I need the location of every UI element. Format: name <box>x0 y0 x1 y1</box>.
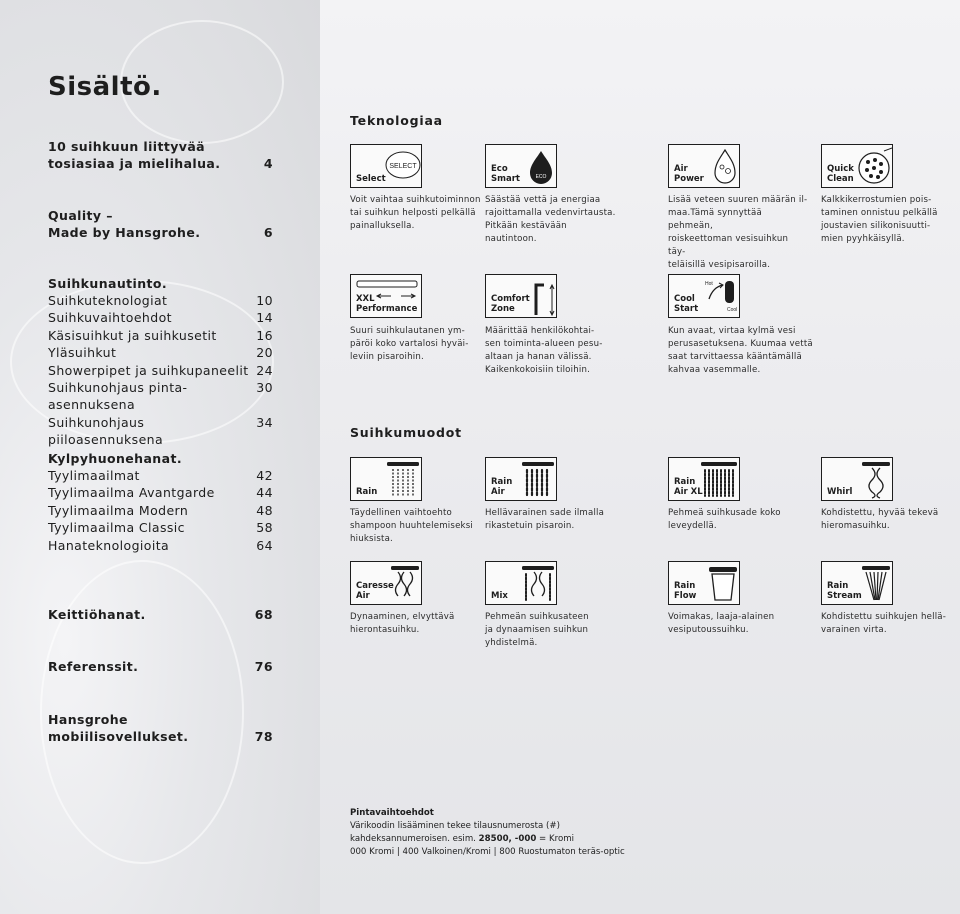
toc-page: 24 <box>256 362 273 378</box>
toc-entry[interactable] <box>48 414 273 449</box>
toc-label: Suihkunohjaus pinta-asennuksena <box>48 380 188 413</box>
toc-entry-apps[interactable] <box>48 711 273 746</box>
finish-note-line: kahdeksannumeroisen. esim. 28500, -000 = Kromi <box>350 834 574 844</box>
toc-label: Käsisuihkut ja suihkusetit <box>48 327 217 343</box>
page-title: Sisältö. <box>48 72 162 102</box>
tech-desc-quick-clean: Kalkkikerrostumien pois- taminen onnistuu pelkällä joustavien silikonisuutti- mien pyyhkäisyllä. <box>821 195 938 244</box>
spray-card-rain: Rain <box>350 457 422 501</box>
toc-page: 76 <box>254 659 273 674</box>
toc-page: 30 <box>256 380 273 396</box>
spray-card-caresse-air: Caresse Air <box>350 561 422 605</box>
finish-note-line: Värikoodin lisääminen tekee tilausnumerosta (#) <box>350 821 560 831</box>
toc-page: 64 <box>256 537 273 553</box>
spray-desc-rain-air: Hellävarainen sade ilmalla rikastetuin pisaroin. <box>485 508 605 531</box>
toc-label: Tyylimaailma Modern <box>48 502 189 518</box>
toc-label: Suihkuteknologiat <box>48 293 168 308</box>
toc-label: Suihkunohjaus piiloasennuksena <box>48 414 164 448</box>
toc-label: Tyylimaailmat <box>48 468 140 483</box>
toc-entry-references[interactable] <box>48 658 273 675</box>
toc-label: Hansgrohe <box>48 712 128 727</box>
toc-page: 14 <box>256 310 273 326</box>
spray-card-rain-stream: Rain Stream <box>821 561 893 605</box>
tech-desc-xxl-performance: Suuri suihkulautanen ym- päröi koko vartalosi hyväi- leviin pisaroihin. <box>350 326 469 362</box>
finish-note-line: 000 Kromi | 400 Valkoinen/Kromi | 800 Ruostumaton teräs-optic <box>350 847 625 857</box>
toc-page: 16 <box>256 327 273 343</box>
toc-page: 4 <box>263 156 273 172</box>
finish-options-note <box>350 807 625 859</box>
spray-desc-whirl: Kohdistettu, hyvää tekevä hieromasuihku. <box>821 508 939 531</box>
toc-page: 68 <box>254 607 273 622</box>
finish-note-title: Pintavaihtoehdot <box>350 808 434 818</box>
toc-page: 20 <box>256 345 273 361</box>
section-title-technologies: Teknologiaa <box>350 113 443 128</box>
toc-label: Hanateknologioita <box>48 537 170 553</box>
tech-desc-select: Voit vaihtaa suihkutoiminnon tai suihkun helposti pelkällä painalluksella. <box>350 195 481 231</box>
toc-label: Keittiöhanat. <box>48 607 146 622</box>
toc-entry[interactable] <box>48 519 273 536</box>
spray-desc-caresse-air: Dynaaminen, elvyttävä hierontasuihku. <box>350 612 455 635</box>
tech-card-air-power: Air Power <box>668 144 740 188</box>
spray-card-rain-air: Rain Air <box>485 457 557 501</box>
toc-label: 10 suihkuun liittyvää <box>48 139 206 154</box>
tech-desc-cool-start: Kun avaat, virtaa kylmä vesi perusasetuksena. Kuumaa vettä saat tarvittaessa kääntämällä kahvaa vasemmalle. <box>668 326 813 375</box>
toc-section-bathroom <box>48 450 273 554</box>
spray-desc-rain-flow: Voimakas, laaja-alainen vesiputoussuihku. <box>668 612 775 635</box>
toc-entry[interactable] <box>48 537 273 554</box>
toc-entry[interactable] <box>48 467 273 484</box>
tech-card-xxl-performance: XXL Performance <box>350 274 422 318</box>
toc-label: Suihkuvaihtoehdot <box>48 310 172 326</box>
spray-desc-rain-stream: Kohdistettu suihkujen hellä- varainen virta. <box>821 612 947 635</box>
toc-entry[interactable] <box>48 309 273 326</box>
tech-desc-air-power: Lisää veteen suuren määrän il- maa.Tämä synnyttää pehmeän, roiskeettoman vesisuihkun täy- teläisillä vesipisaroilla. <box>668 195 808 270</box>
spray-card-rain-flow: Rain Flow <box>668 561 740 605</box>
toc-section-showers <box>48 275 273 449</box>
toc-section-heading: Kylpyhuonehanat. <box>48 451 182 466</box>
hot-label: Hot <box>705 281 713 287</box>
tech-label: Select <box>356 173 386 184</box>
toc-label: Made by Hansgrohe. <box>48 225 201 241</box>
cool-label: Cool <box>727 307 738 313</box>
section-title-spray-modes: Suihkumuodot <box>350 425 462 440</box>
spray-card-whirl: Whirl <box>821 457 893 501</box>
tech-card-cool-start: Hot Cool Cool Start <box>668 274 740 318</box>
toc-label: Referenssit. <box>48 659 139 674</box>
svg-text:SELECT: SELECT <box>389 163 417 170</box>
tech-card-comfort-zone: Comfort Zone <box>485 274 557 318</box>
toc-entry-intro[interactable] <box>48 138 273 173</box>
toc-label: Tyylimaailma Classic <box>48 520 185 536</box>
toc-entry-kitchen[interactable] <box>48 606 273 623</box>
tech-card-quick-clean: Quick Clean <box>821 144 893 188</box>
toc-entry[interactable] <box>48 344 273 361</box>
spray-card-rain-air-xl: Rain Air XL <box>668 457 740 501</box>
toc-label: mobiilisovellukset. <box>48 729 189 745</box>
toc-entry[interactable] <box>48 292 273 309</box>
toc-page: 10 <box>256 293 273 308</box>
toc-section-heading: Suihkunautinto. <box>48 276 168 291</box>
spray-desc-mix: Pehmeän suihkusateen ja dynaamisen suihkun yhdistelmä. <box>485 612 589 648</box>
toc-entry[interactable] <box>48 379 273 414</box>
toc-label: Quality – <box>48 208 113 223</box>
toc-page: 78 <box>254 729 273 745</box>
svg-text:ECO: ECO <box>535 174 547 180</box>
toc-label: tosiasiaa ja mielihalua. <box>48 156 221 172</box>
toc-page: 44 <box>256 485 273 501</box>
spray-desc-rain-air-xl: Pehmeä suihkusade koko leveydellä. <box>668 508 781 531</box>
toc-entry[interactable] <box>48 502 273 519</box>
spray-card-mix: Mix <box>485 561 557 605</box>
toc-page: 34 <box>256 414 273 430</box>
toc-entry[interactable] <box>48 484 273 501</box>
toc-entry-quality[interactable] <box>48 207 273 242</box>
toc-page: 6 <box>263 225 273 241</box>
toc-page: 48 <box>256 502 273 518</box>
tech-card-eco-smart: ECO Eco Smart <box>485 144 557 188</box>
tech-desc-eco-smart: Säästää vettä ja energiaa rajoittamalla vedenvirtausta. Pitkään kestävään nautintoon. <box>485 195 616 244</box>
spray-desc-rain: Täydellinen vaihtoehto shampoon huuhtelemiseksi hiuksista. <box>350 508 473 544</box>
tech-desc-comfort-zone: Määrittää henkilökohtai- sen toiminta-alueen pesu- altaan ja hanan välissä. Kaikenkokoisiin tiloihin. <box>485 326 603 375</box>
tech-card-select <box>350 144 422 188</box>
toc-label: Tyylimaailma Avantgarde <box>48 485 215 501</box>
toc-entry[interactable] <box>48 362 273 379</box>
toc-label: Showerpipet ja suihkupaneelit <box>48 362 249 378</box>
toc-entry[interactable] <box>48 327 273 344</box>
toc-page: 58 <box>256 520 273 536</box>
toc-label: Yläsuihkut <box>48 345 117 361</box>
toc-page: 42 <box>256 468 273 483</box>
